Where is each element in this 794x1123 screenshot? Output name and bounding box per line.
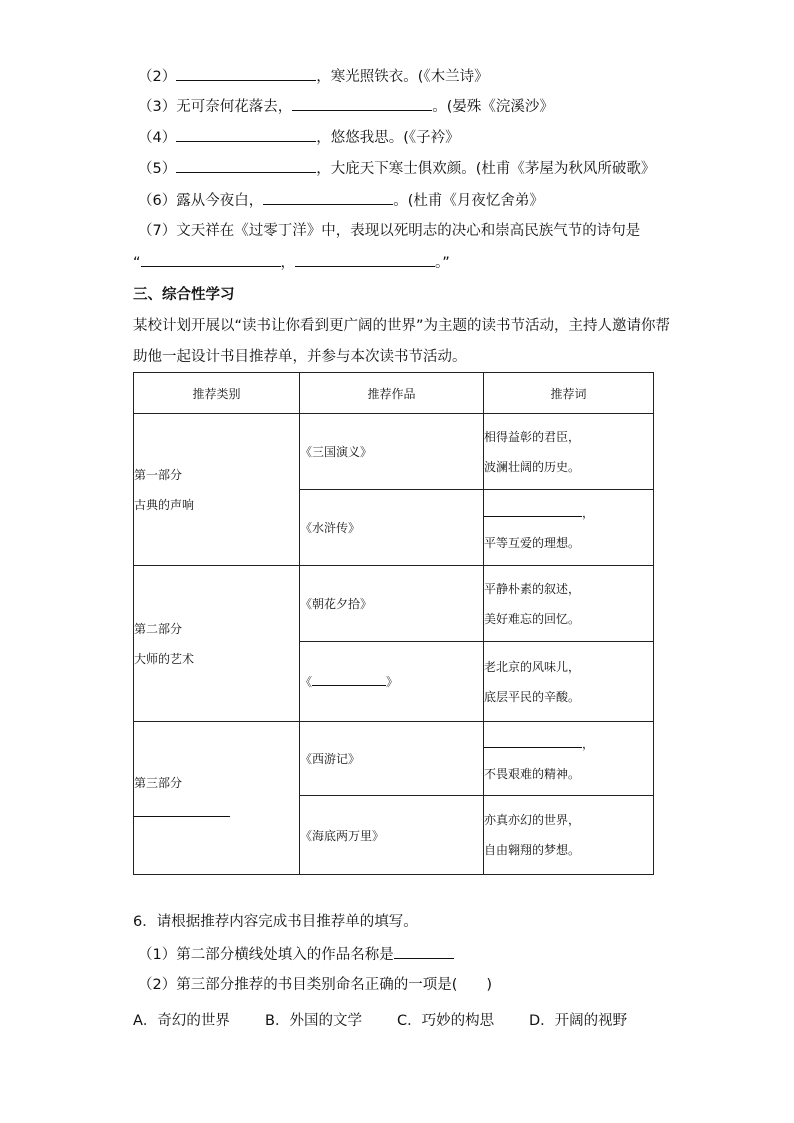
header-category: 推荐类别 [134, 373, 300, 414]
poem-line-7-answer: “ ， 。” [133, 252, 450, 273]
answer-blank[interactable] [484, 504, 582, 517]
work-cell: 《西游记》 [300, 722, 484, 796]
answer-blank[interactable] [394, 944, 454, 959]
category-name-blank[interactable] [134, 804, 230, 817]
poem-line-4: （4） ，悠悠我思。(《子衿》 [138, 127, 460, 148]
answer-blank[interactable] [295, 252, 435, 267]
table-row [134, 414, 654, 490]
book-recommendation-table [133, 372, 654, 875]
intro-text-2: 助他一起设计书目推荐单，并参与本次读书节活动。 [133, 349, 467, 365]
answer-blank[interactable] [263, 190, 393, 205]
work-cell: 《 》 [300, 642, 484, 722]
words-cell: 亦真亦幻的世界， 自由翱翔的梦想。 [484, 796, 654, 875]
answer-blank[interactable] [176, 158, 316, 173]
answer-blank[interactable] [176, 127, 316, 142]
answer-blank[interactable] [176, 66, 316, 81]
option-b[interactable]: B．外国的文学 [265, 1013, 362, 1029]
work-cell: 《水浒传》 [300, 490, 484, 566]
work-cell: 《海底两万里》 [300, 796, 484, 875]
category-cell: 第二部分 大师的艺术 [134, 566, 300, 722]
table-row [134, 722, 654, 796]
question-6-stem: 6．请根据推荐内容完成书目推荐单的填写。 [133, 914, 418, 930]
section-heading: 三、综合性学习 [133, 287, 235, 303]
question-6-sub2: （2）第三部分推荐的书目类别命名正确的一项是( ) [138, 977, 493, 993]
question-6-sub1: （1）第二部分横线处填入的作品名称是 [138, 944, 454, 965]
words-cell: 相得益彰的君臣， 波澜壮阔的历史。 [484, 414, 654, 490]
work-cell: 《朝花夕拾》 [300, 566, 484, 642]
poem-line-6: （6）露从今夜白， 。(杜甫《月夜忆舍弟》 [138, 190, 544, 211]
answer-blank[interactable] [141, 252, 281, 267]
intro-text: 某校计划开展以“读书让你看到更广阔的世界”为主题的读书节活动，主持人邀请你帮 [133, 318, 671, 334]
work-title-blank[interactable] [312, 673, 386, 686]
poem-line-3: （3）无可奈何花落去， 。(晏殊《浣溪沙》 [138, 96, 554, 117]
poem-line-7: （7）文天祥在《过零丁洋》中，表现以死明志的决心和崇高民族气节的诗句是 [138, 223, 641, 239]
option-a[interactable]: A．奇幻的世界 [133, 1013, 230, 1029]
poem-line-2: （2） ，寒光照铁衣。(《木兰诗》 [138, 66, 489, 87]
header-work: 推荐作品 [300, 373, 484, 414]
header-words: 推荐词 [484, 373, 654, 414]
words-cell: 老北京的风味儿， 底层平民的辛酸。 [484, 642, 654, 722]
words-cell: 平静朴素的叙述， 美好难忘的回忆。 [484, 566, 654, 642]
option-d[interactable]: D．开阔的视野 [529, 1013, 628, 1029]
table-header-row [134, 373, 654, 414]
words-cell: ， 平等互爱的理想。 [484, 490, 654, 566]
table-row [134, 566, 654, 642]
answer-blank[interactable] [292, 96, 432, 111]
answer-blank[interactable] [484, 735, 582, 748]
option-c[interactable]: C．巧妙的构思 [397, 1013, 495, 1029]
category-cell: 第一部分 古典的声响 [134, 414, 300, 566]
poem-line-5: （5） ，大庇天下寒士俱欢颜。(杜甫《茅屋为秋风所破歌》 [138, 158, 655, 179]
category-cell: 第三部分 [134, 722, 300, 875]
words-cell: ， 不畏艰难的精神。 [484, 722, 654, 796]
work-cell: 《三国演义》 [300, 414, 484, 490]
